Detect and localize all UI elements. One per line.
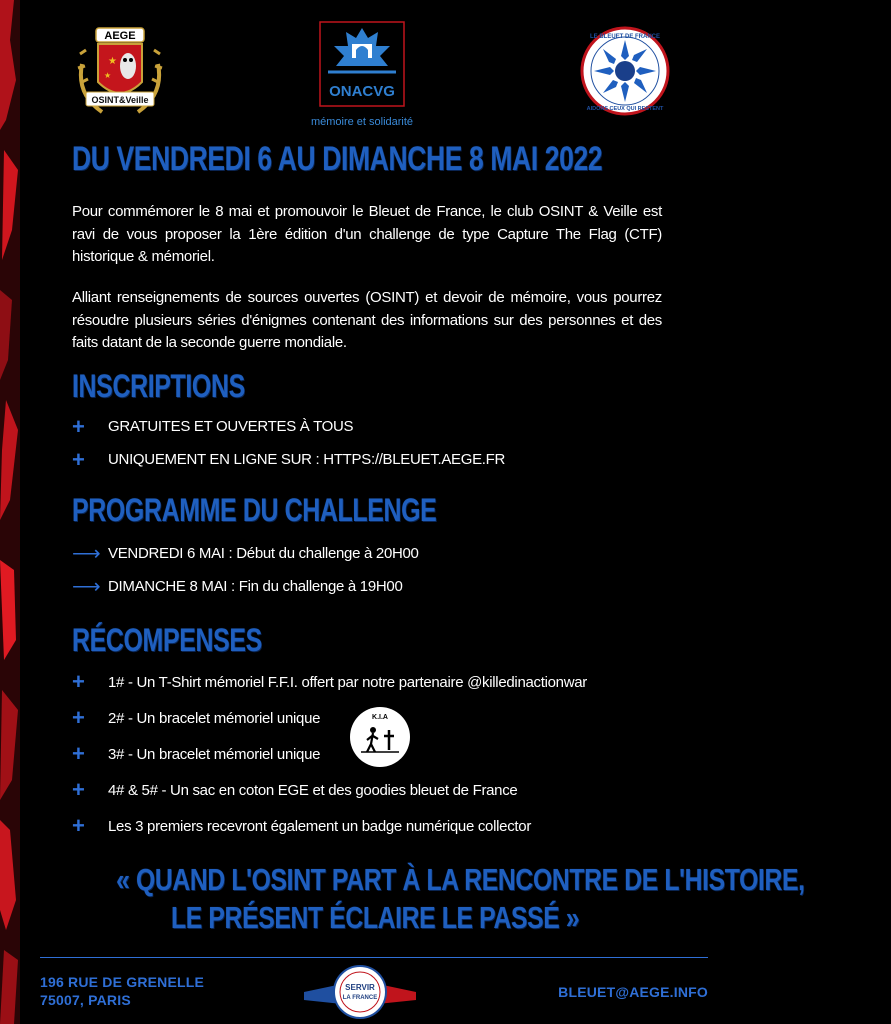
reward-text: Les 3 premiers recevront également un badge numérique collector <box>108 817 532 835</box>
plus-icon: + <box>72 413 85 439</box>
svg-text:★: ★ <box>104 71 112 80</box>
arrow-right-icon: ⟶ <box>72 575 101 598</box>
address-line-2: 75007, PARIS <box>40 992 131 1008</box>
list-item <box>72 537 419 570</box>
bleuet-de-france-logo <box>580 26 670 116</box>
intro-paragraph-1: Pour commémorer le 8 mai et promouvoir le Bleuet de France, le club OSINT & Veille est ravi de vous proposer la 1ère édition d'un challenge de type Capture The Flag (CTF) historique & mémoriel. <box>72 203 662 265</box>
svg-text:AEGE: AEGE <box>104 30 136 42</box>
list-item <box>72 664 587 700</box>
quote-line-2: LE PRÉSENT ÉCLAIRE LE PASSÉ » <box>170 900 580 935</box>
programme-text: DIMANCHE 8 MAI : Fin du challenge à 19H00 <box>108 578 403 595</box>
arrow-right-icon: ⟶ <box>72 542 101 565</box>
onacvg-tagline: mémoire et solidarité <box>310 116 414 128</box>
list-item <box>72 772 587 808</box>
inscription-text: UNIQUEMENT EN LIGNE SUR : HTTPS://BLEUET.AEGE.FR <box>108 451 506 468</box>
svg-text:AIDONS CEUX QUI RESTENT: AIDONS CEUX QUI RESTENT <box>586 106 664 112</box>
contact-email: BLEUET@AEGE.INFO <box>558 984 708 1000</box>
plus-icon: + <box>72 446 85 472</box>
camouflage-border <box>0 0 20 1024</box>
svg-text:★: ★ <box>108 56 117 67</box>
list-item <box>72 808 587 844</box>
onacvg-logo <box>316 18 408 110</box>
reward-text: 3# - Un bracelet mémoriel unique <box>108 745 321 763</box>
list-item <box>72 443 505 476</box>
recompenses-heading: RÉCOMPENSES <box>72 622 262 658</box>
svg-text:LE BLEUET DE FRANCE: LE BLEUET DE FRANCE <box>589 34 661 40</box>
servir-la-france-badge <box>302 962 418 1020</box>
list-item <box>72 570 419 603</box>
plus-icon: + <box>72 741 85 766</box>
programme-heading: PROGRAMME DU CHALLENGE <box>72 492 437 528</box>
plus-icon: + <box>72 705 85 730</box>
aege-logo <box>72 24 168 120</box>
inscription-text: GRATUITES ET OUVERTES À TOUS <box>108 418 354 435</box>
inscriptions-list <box>72 410 505 476</box>
programme-list <box>72 537 419 603</box>
kia-logo <box>349 706 411 768</box>
programme-text: VENDREDI 6 MAI : Début du challenge à 20H00 <box>108 545 419 562</box>
plus-icon: + <box>72 813 85 838</box>
reward-text: 2# - Un bracelet mémoriel unique <box>108 709 321 727</box>
list-item <box>72 700 587 736</box>
plus-icon: + <box>72 669 85 694</box>
recompenses-list <box>72 664 587 844</box>
address-line-1: 196 RUE DE GRENELLE <box>40 974 205 990</box>
svg-text:SERVIR: SERVIR <box>345 983 375 992</box>
svg-text:LA FRANCE: LA FRANCE <box>342 995 378 1001</box>
reward-text: 1# - Un T-Shirt mémoriel F.F.I. offert par notre partenaire @killedinactionwar <box>108 673 587 691</box>
reward-text: 4# & 5# - Un sac en coton EGE et des goodies bleuet de France <box>108 781 518 799</box>
svg-text:ONACVG: ONACVG <box>329 83 395 100</box>
svg-text:OSINT&Veille: OSINT&Veille <box>91 95 149 105</box>
list-item <box>72 410 505 443</box>
list-item <box>72 736 587 772</box>
intro-paragraph-2: Alliant renseignements de sources ouvertes (OSINT) et devoir de mémoire, vous pourrez résoudre plusieurs séries d'énigmes contenant des informations sur des personnes et des faits datant de la seconde guerre mondiale. <box>72 289 662 351</box>
footer-divider <box>40 957 708 958</box>
event-dates-title: DU VENDREDI 6 AU DIMANCHE 8 MAI 2022 <box>72 140 603 178</box>
quote-line-1: « QUAND L'OSINT PART À LA RENCONTRE DE L'HISTOIRE, <box>116 862 805 897</box>
svg-text:K.I.A: K.I.A <box>372 714 388 721</box>
inscriptions-heading: INSCRIPTIONS <box>72 368 245 404</box>
plus-icon: + <box>72 777 85 802</box>
